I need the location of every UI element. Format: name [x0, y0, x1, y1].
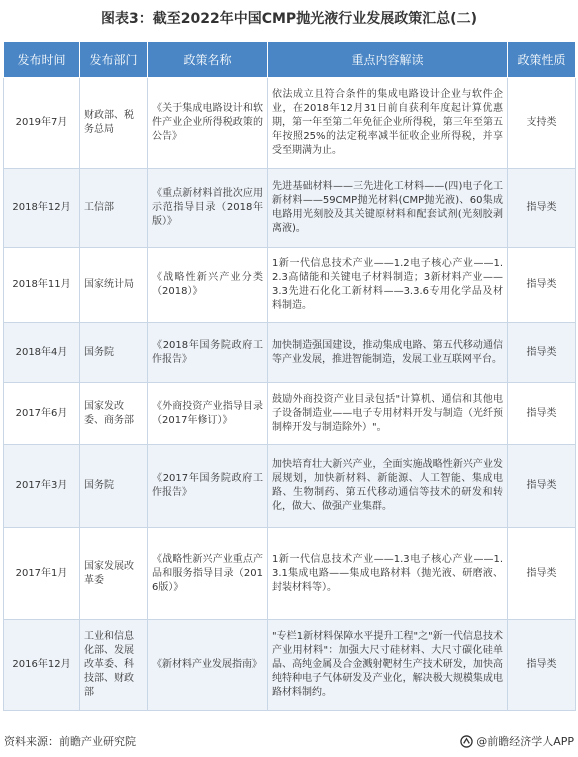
row-dept: 国务院 — [80, 445, 148, 528]
table-row — [4, 383, 576, 445]
row-date: 2019年7月 — [4, 78, 80, 169]
row-date: 2018年12月 — [4, 169, 80, 248]
table-row — [4, 528, 576, 620]
header-name: 政策名称 — [148, 42, 268, 78]
brand-credit — [460, 733, 574, 749]
row-policy-name: 《2017年国务院政府工作报告》 — [148, 445, 268, 528]
row-policy-name: 《战略性新兴产业重点产品和服务指导目录（2016版）》 — [148, 528, 268, 620]
source-note: 资料来源：前瞻产业研究院 — [4, 735, 136, 748]
row-content: "专栏1新材料保障水平提升工程"之"新一代信息技术产业用材料"：加强大尺寸硅材料、大尺寸碳化硅单晶、高纯金属及合金溅射靶材生产技术研发，加快高纯特种电子气体研发及产业化，解决极大规模集成电路材料制约。 — [268, 620, 508, 711]
row-nature: 支持类 — [508, 78, 576, 169]
row-content: 1新一代信息技术产业——1.3电子核心产业——1.3.1集成电路——集成电路材料（抛光液、研磨液、封装材料等）。 — [268, 528, 508, 620]
row-date: 2017年1月 — [4, 528, 80, 620]
table-header-row — [4, 42, 576, 78]
row-date: 2018年4月 — [4, 323, 80, 383]
row-dept: 国家发改委、商务部 — [80, 383, 148, 445]
row-nature: 指导类 — [508, 169, 576, 248]
brand-text: @前瞻经济学人APP — [476, 735, 574, 748]
policy-table — [3, 41, 576, 711]
header-nature: 政策性质 — [508, 42, 576, 78]
row-nature: 指导类 — [508, 248, 576, 323]
row-dept: 国家发展改革委 — [80, 528, 148, 620]
row-date: 2017年6月 — [4, 383, 80, 445]
row-policy-name: 《新材料产业发展指南》 — [148, 620, 268, 711]
table-row — [4, 323, 576, 383]
row-policy-name: 《外商投资产业指导目录（2017年修订）》 — [148, 383, 268, 445]
row-nature: 指导类 — [508, 528, 576, 620]
row-policy-name: 《重点新材料首批次应用示范指导目录（2018年版）》 — [148, 169, 268, 248]
row-policy-name: 《战略性新兴产业分类（2018）》 — [148, 248, 268, 323]
row-content: 加快培育壮大新兴产业，全面实施战略性新兴产业发展规划，加快新材料、新能源、人工智能、集成电路、生物制药、第五代移动通信等技术的研发和转化，做大、做强产业集群。 — [268, 445, 508, 528]
row-nature: 指导类 — [508, 323, 576, 383]
row-nature: 指导类 — [508, 383, 576, 445]
row-nature: 指导类 — [508, 620, 576, 711]
header-date: 发布时间 — [4, 42, 80, 78]
row-dept: 国务院 — [80, 323, 148, 383]
page-title: 图表3：截至2022年中国CMP抛光液行业发展政策汇总(二) — [101, 11, 477, 27]
row-dept: 财政部、税务总局 — [80, 78, 148, 169]
row-content: 先进基础材料——三先进化工材料——(四)电子化工新材料——59CMP抛光材料(CMP抛光液)、60集成电路用光刻胶及其关键原材料和配套试剂(光刻胶剥离液)。 — [268, 169, 508, 248]
table-row — [4, 169, 576, 248]
row-content: 1新一代信息技术产业——1.2电子核心产业——1.2.3高储能和关键电子材料制造；3新材料产业——3.3先进石化化工新材料——3.3.6专用化学品及材料制造。 — [268, 248, 508, 323]
header-dept: 发布部门 — [80, 42, 148, 78]
row-dept: 工信部 — [80, 169, 148, 248]
qianzhan-logo-icon — [460, 735, 473, 748]
header-content: 重点内容解读 — [268, 42, 508, 78]
row-content: 鼓励外商投资产业目录包括"计算机、通信和其他电子设备制造业——电子专用材料开发与制造（光纤预制棒开发与制造除外）"。 — [268, 383, 508, 445]
row-date: 2018年11月 — [4, 248, 80, 323]
row-nature: 指导类 — [508, 445, 576, 528]
table-row — [4, 445, 576, 528]
row-policy-name: 《2018年国务院政府工作报告》 — [148, 323, 268, 383]
row-policy-name: 《关于集成电路设计和软件产业企业所得税政策的公告》 — [148, 78, 268, 169]
row-date: 2017年3月 — [4, 445, 80, 528]
row-content: 依法成立且符合条件的集成电路设计企业与软件企业，在2018年12月31日前自获利年度起计算优惠期，第一年至第二年免征企业所得税，第三年至第五年按照25%的法定税率减半征收企业所得税，并享受至期满为止。 — [268, 78, 508, 169]
table-row — [4, 78, 576, 169]
row-date: 2016年12月 — [4, 620, 80, 711]
row-content: 加快制造强国建设，推动集成电路、第五代移动通信等产业发展，推进智能制造，发展工业互联网平台。 — [268, 323, 508, 383]
table-row — [4, 248, 576, 323]
footer — [4, 733, 574, 751]
row-dept: 工业和信息化部、发展改革委、科技部、财政部 — [80, 620, 148, 711]
row-dept: 国家统计局 — [80, 248, 148, 323]
table-row — [4, 620, 576, 711]
